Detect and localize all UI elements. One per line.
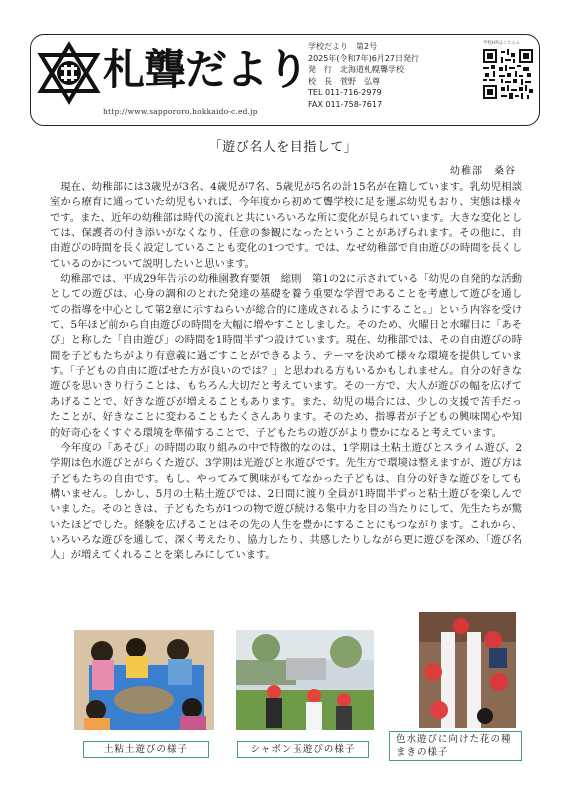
photo-caption-1: 土粘土遊びの様子 bbox=[83, 741, 209, 758]
bubble-play-photo bbox=[236, 630, 374, 730]
school-url[interactable]: http://www.sappororo.hokkaido-c.ed.jp bbox=[103, 107, 258, 116]
paragraph-3: 今年度の「あそび」の時間の取り組みの中で特徴的なのは、1学期は土粘土遊びとスライム遊び、2学期は色水遊びとがらくた遊び、3学期は光遊びと氷遊びです。先生方で環境は整えますが、遊び方は子どもたちの自由です。もし、やってみて興味がもてなかった子どもは、自分の好きな遊びをしても構いません。しかし、5月の土粘土遊びでは、2日間に渡り全員が1時間半ずっと粘土遊びを楽しんでいました。そのときは、子どもたちが1つの物で遊び続ける集中力を目の当たりにして、先生たちが驚いたほどでした。経験を広げることはその先の人生を豊かにすることにもつながります。これから、いろいろな遊びを通して、深く考えたり、協力したり、共感したりしながら更に遊びを深め、「遊び名人」が増えてくれることを楽しみにしています。 bbox=[50, 441, 522, 562]
qr-code-icon[interactable] bbox=[483, 49, 533, 99]
clay-play-photo bbox=[74, 630, 214, 730]
school-emblem-icon bbox=[37, 41, 101, 105]
newsletter-header bbox=[30, 34, 540, 126]
fax-number: FAX 011-758-7617 bbox=[308, 99, 383, 109]
article-title: 「遊び名人を目指して」 bbox=[208, 140, 358, 155]
newsletter-title: 札聾だより bbox=[103, 45, 309, 94]
paragraph-1: 現在、幼稚部には3歳児が3名、4歳児が7名、5歳児が5名の計15名が在籍しています。乳幼児相談室から療育に通っていた幼児もいれば、今年度から初めて聾学校に足を運ぶ幼児もおり、実態は様々です。また、近年の幼稚部は時代の流れと共にいろいろな所に変化が見られています。大きな変化としては、保護者の付き添いがなくなり、任意の参観になったということがあげられます。その他に、自由遊びの時間を長く設定していることも変化の1つです。では、なぜ幼稚部で自由遊びの時間を長くしているのかについて説明したいと思います。 bbox=[50, 181, 523, 270]
issue-number: 学校だより 第2号 bbox=[308, 42, 378, 51]
issue-date: 2025年(令和7年)6月27日発行 bbox=[308, 53, 419, 63]
qr-caption: 学校HPはこちら↓ bbox=[483, 41, 520, 46]
phone-number: TEL 011-716-2979 bbox=[308, 88, 382, 98]
issue-info bbox=[308, 41, 478, 111]
photo-caption-2: シャボン玉遊びの様子 bbox=[237, 741, 369, 758]
seed-sowing-photo bbox=[419, 612, 516, 728]
article-byline: 幼稚部 桑谷 bbox=[450, 166, 516, 177]
publisher: 発 行 北海道札幌聾学校 bbox=[308, 65, 404, 75]
paragraph-2: 幼稚部では、平成29年告示の幼稚園教育要領 総則 第1の2に示されている「幼児の自発的な活動としての遊びは、心身の調和のとれた発達の基礎を養う重要な学習であることを考慮して遊びを通しての指導を中心として第2章に示すねらいが総合的に達成されるようにすること。」という内容を受けて、5年ほど前から自由遊びの時間を大幅に増やすことしました。そのため、火曜日と水曜日に「あそび」と称した「自由遊び」の時間を1時間半ずつ設けています。現在、幼稚部では、その自由遊びの時間を子どもたちがより有意義に過ごすことができるよう、テーマを決めて様々な環境を提供しています。「子どもの自由に遊ばせた方が良いのでは？」と思われる方もいるかもしれません。自分の好きな遊びを思いきり行うことは、もちろん大切だと考えています。その一方で、大人が遊びの幅を広げてあげることで、好きな遊びが増えることもあります。また、幼児の場合には、少しの支援で苦手だったことが、好きなことに変わることもたくさんあります。そのため、指導者が子どもの興味関心や知的好奇心をくすぐる環境を準備することで、子どもたちの遊びがより豊かになると考えています。 bbox=[50, 273, 522, 439]
photo-caption-3: 色水遊びに向けた花の種まきの様子 bbox=[389, 731, 522, 761]
article-body bbox=[50, 180, 522, 564]
principal: 校 長 菅野 弘尊 bbox=[308, 76, 380, 86]
